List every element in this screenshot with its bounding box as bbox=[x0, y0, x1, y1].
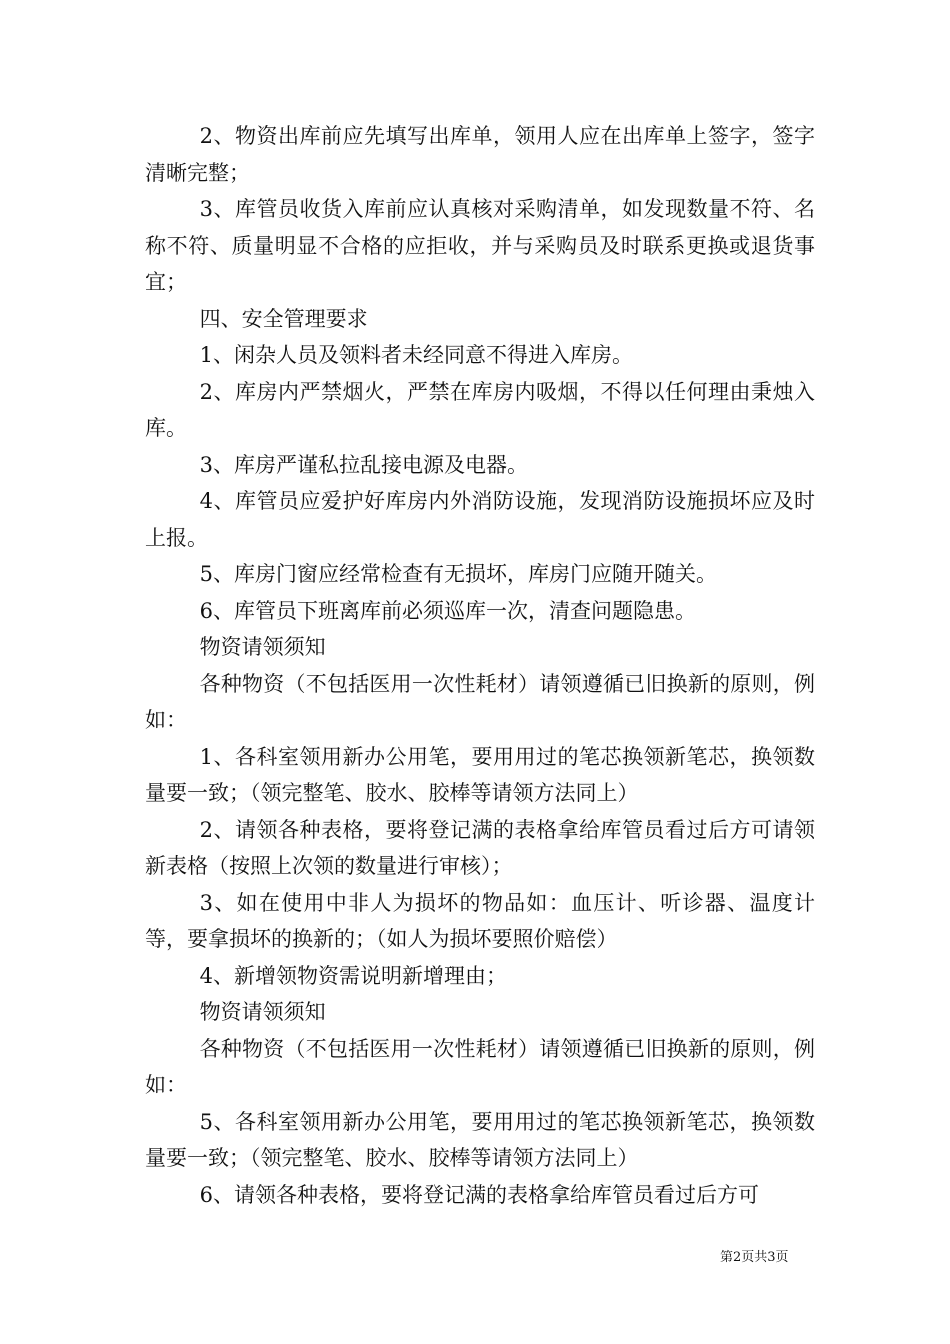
paragraph: 2、请领各种表格，要将登记满的表格拿给库管员看过后方可请领新表格（按照上次领的数量进行审核）； bbox=[145, 817, 815, 878]
section-heading: 物资请领须知 bbox=[199, 635, 326, 659]
paragraph: 1、闲杂人员及领料者未经同意不得进入库房。 bbox=[199, 343, 633, 367]
paragraph: 1、各科室领用新办公用笔，要用用过的笔芯换领新笔芯，换领数量要一致；（领完整笔、胶水、胶棒等请领方法同上） bbox=[145, 744, 815, 805]
paragraph: 4、库管员应爱护好库房内外消防设施，发现消防设施损坏应及时上报。 bbox=[145, 489, 815, 550]
paragraph: 各种物资（不包括医用一次性耗材）请领遵循已旧换新的原则，例如： bbox=[145, 1036, 815, 1097]
paragraph: 3、库管员收货入库前应认真核对采购清单，如发现数量不符、名称不符、质量明显不合格的应拒收，并与采购员及时联系更换或退货事宜； bbox=[145, 197, 815, 294]
document-body bbox=[145, 118, 815, 1213]
paragraph: 5、库房门窗应经常检查有无损坏，库房门应随开随关。 bbox=[199, 562, 717, 586]
paragraph: 3、如在使用中非人为损坏的物品如：血压计、听诊器、温度计等，要拿损坏的换新的；（如人为损坏要照价赔偿） bbox=[145, 890, 815, 951]
paragraph: 6、库管员下班离库前必须巡库一次，清查问题隐患。 bbox=[199, 598, 696, 623]
paragraph: 3、库房严谨私拉乱接电源及电器。 bbox=[199, 452, 528, 477]
paragraph: 5、各科室领用新办公用笔，要用用过的笔芯换领新笔芯，换领数量要一致；（领完整笔、胶水、胶棒等请领方法同上） bbox=[145, 1109, 815, 1170]
section-heading: 物资请领须知 bbox=[199, 1000, 326, 1024]
paragraph: 2、库房内严禁烟火，严禁在库房内吸烟，不得以任何理由秉烛入库。 bbox=[145, 379, 815, 440]
page-number: 第2页共3页 bbox=[720, 1250, 789, 1265]
paragraph: 2、物资出库前应先填写出库单，领用人应在出库单上签字，签字清晰完整； bbox=[145, 124, 815, 185]
paragraph: 各种物资（不包括医用一次性耗材）请领遵循已旧换新的原则，例如： bbox=[145, 671, 815, 732]
section-heading: 四、安全管理要求 bbox=[199, 306, 368, 331]
paragraph: 4、新增领物资需说明新增理由； bbox=[199, 963, 507, 988]
paragraph: 6、请领各种表格，要将登记满的表格拿给库管员看过后方可 bbox=[199, 1182, 759, 1207]
